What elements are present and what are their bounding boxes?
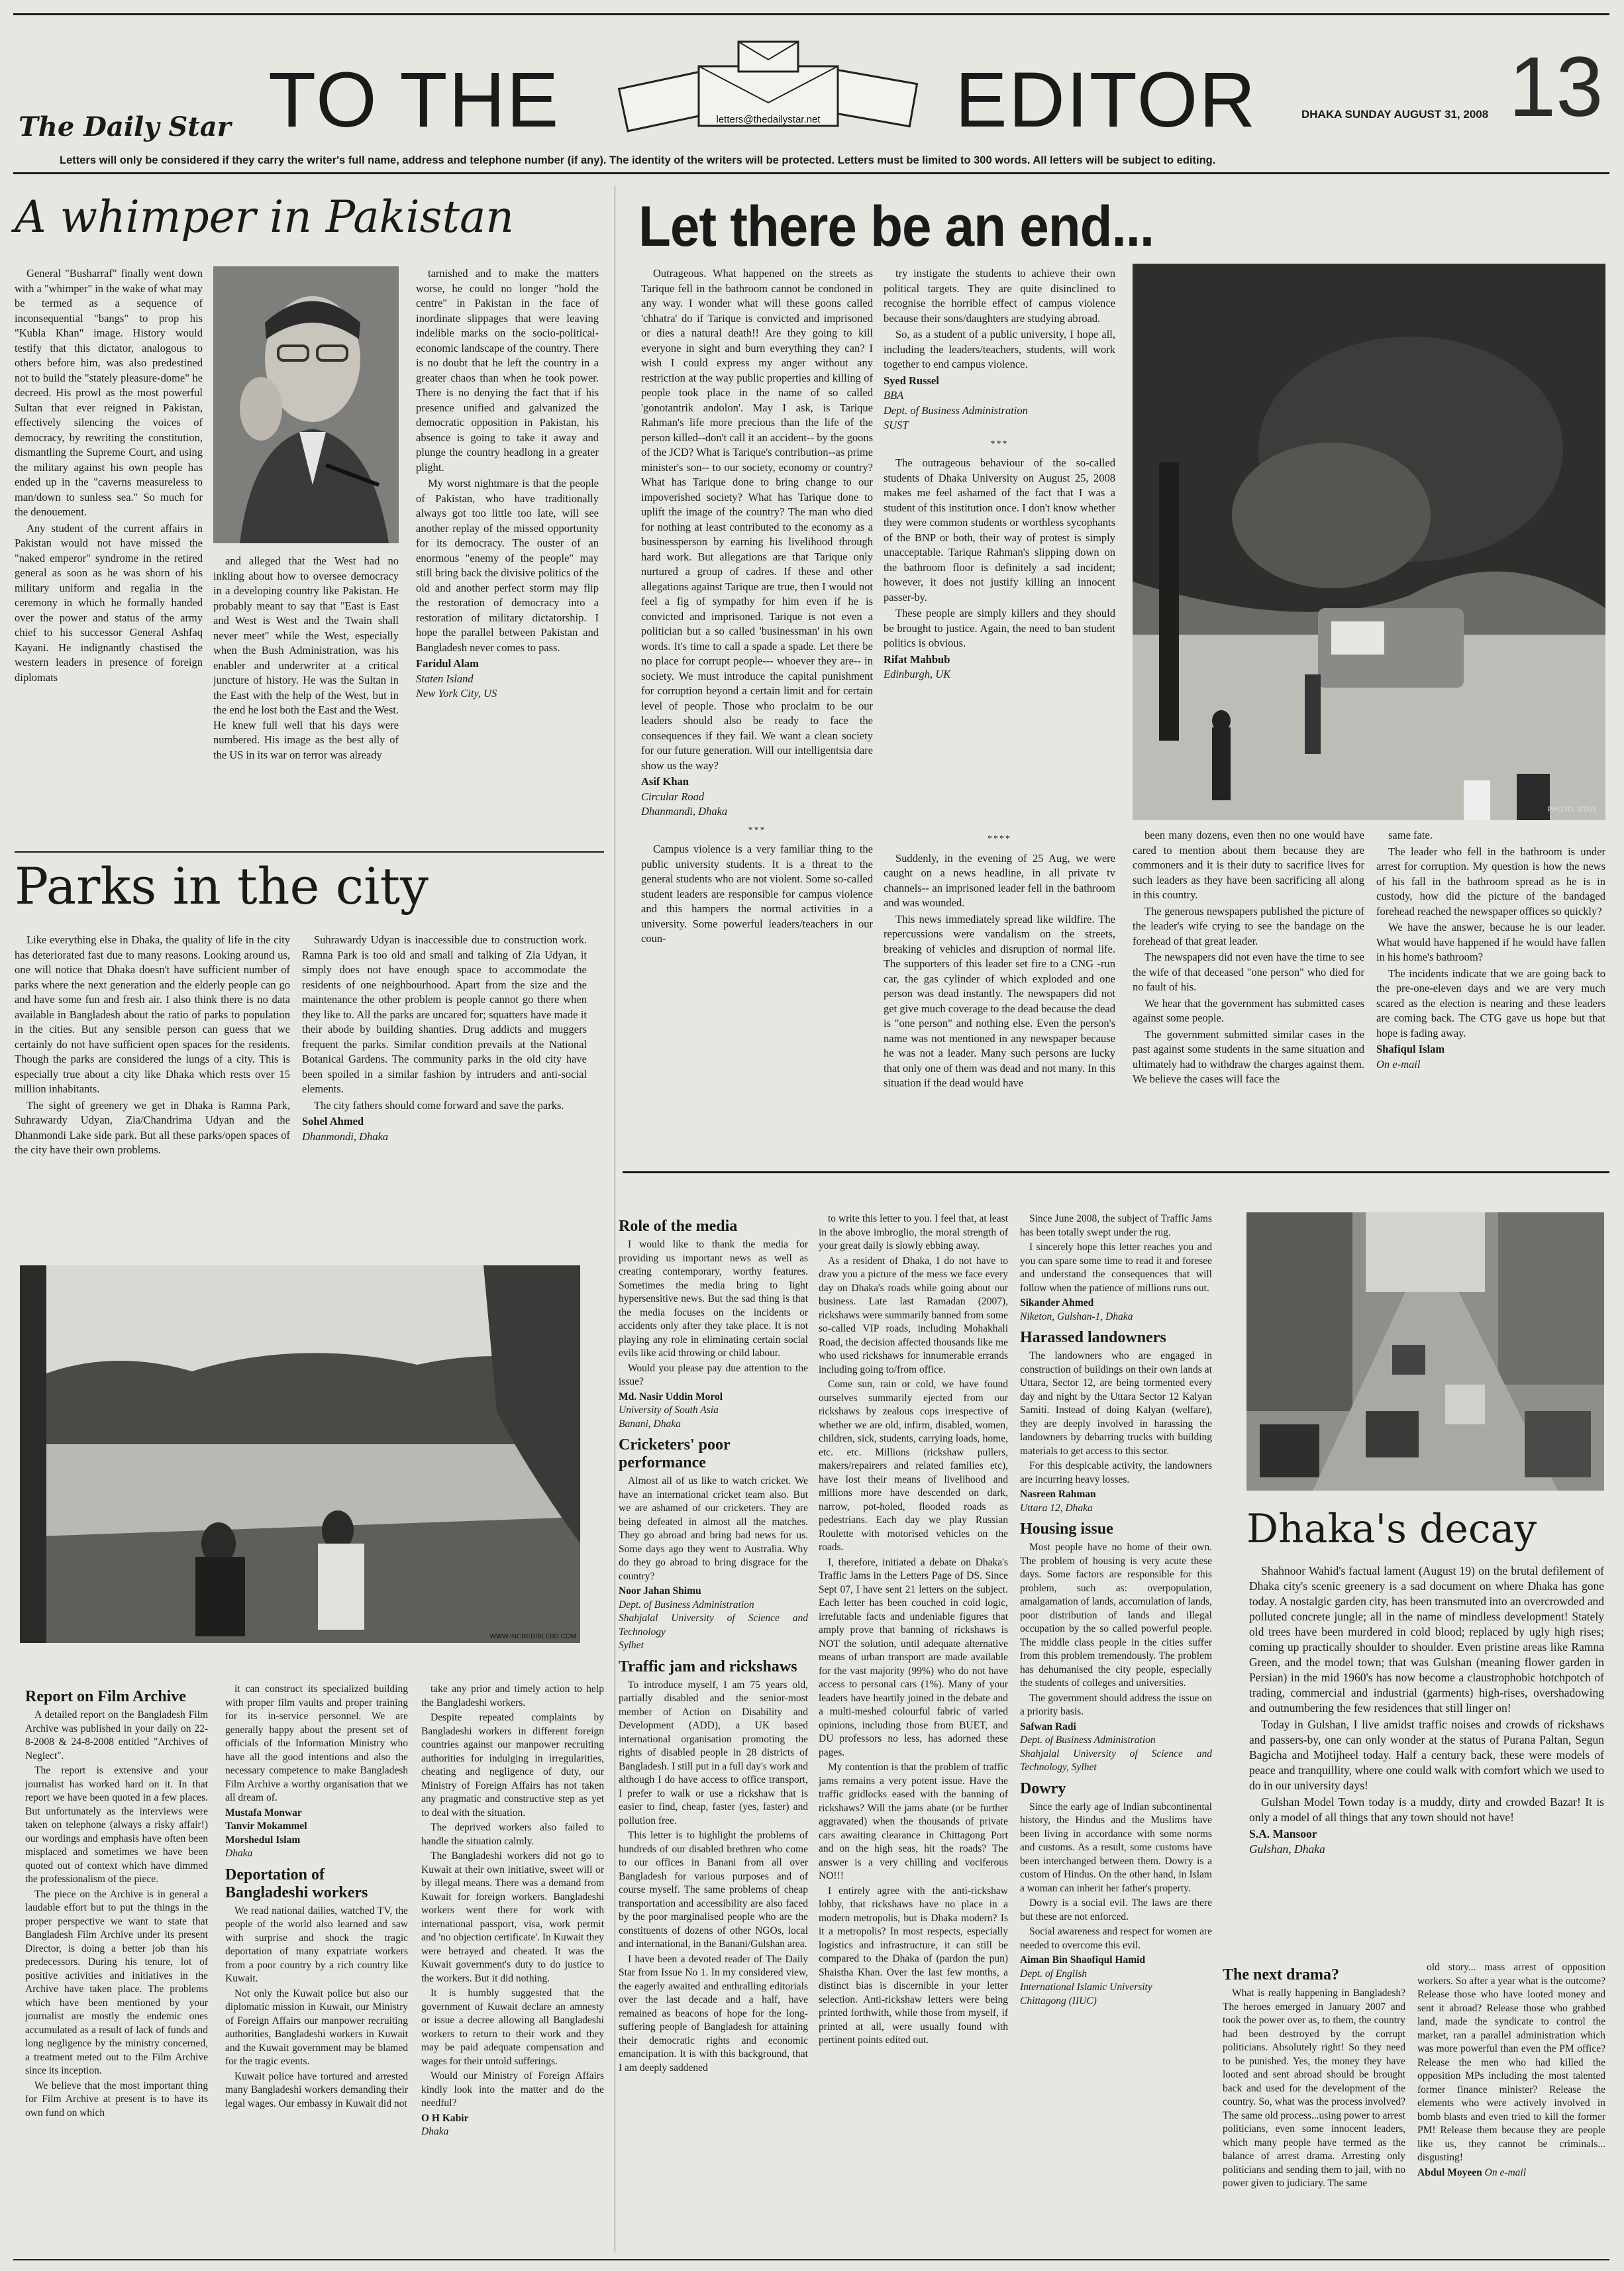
- pakistan-col-3: tarnished and to make the matters worse, he could no longer "hold the centre" in Pakistan in the face of inordinate slippages that were leaving indelible marks on the socio-political-economic landscape of the country. There is no doubt that he left the country in a greater chaos than when he took power. There is no denying the fact that if his presence unified and galvanized the democratic opposition in Pakistan, his absence is going to take it away and plunge the country headlong in a greater plight. My worst nightmare is that the people of Pakistan, who have traditionally always got too little too late, will see another replay of the missed opportunity for its democracy. The ouster of an enormous "enemy of the people" may still bring back the divisive politics of the old and another perfect storm may flip the restoration of democracy into a restoration of military dictatorship. I hope the parallel between Pakistan and Bangladesh never comes to pass. Faridul Alam Staten Island New York City, US: [416, 267, 599, 700]
- end-col-2-cont: **** Suddenly, in the evening of 25 Aug, we were caught on a news headline, in all private tv channels-- an imprisoned leader fell in the bathroom and was wounded. This news immediately spread like wildfire. The repercussions were vandalism on the streets, breaking of vehicles and disruption of normal life. The supporters of this leader set fire to a CNG -run car, the gas cylinder of which exploded and one person was dead instantly. The newspapers did not get give much coverage to the dead because the dead is "one person" and nothing else. Even the person's name was not mentioned in any newspaper because he was not a leader. Many such persons are lucky that only one of them was dead and not many. In this situation if the dead would have: [884, 834, 1115, 1089]
- top-rule: [13, 13, 1609, 15]
- drama-col-1: The next drama? What is really happening in Bangladesh? The heroes emerged in January 2007 and took the power over as, to them, the country had been destroyed by the corrupt politicians. Absolutely right! So they need to be punished. Yes, the money they have looted and sent abroad should be brought back and used for the development of the country. So, what was the process involved? The same old process...using power to arrest politicians, even some innocent leaders, which many people have termed as the balance of arrest drama. Arresting only politicians and sending them to jail, with no power given to judiciary. The same: [1223, 1966, 1405, 2189]
- parks-headline: Parks in the city: [15, 857, 429, 916]
- media-headline: Role of the media: [619, 1218, 738, 1235]
- decay-headline: Dhaka's decay: [1246, 1506, 1537, 1552]
- end-col-4: same fate. The leader who fell in the bathroom is under arrest for corruption. My question is how the news of his fall in the bathroom spread as he is in custody, how did the picture of the bandaged forehead reached the newspaper offices so quickly? We have the answer, because he is our leader. What would have happened if he would have fallen in his home's bathroom? The incidents indicate that we are going back to the pre-one-eleven days and we are very much scared as the election is nearing and these leaders are coming back. The CTG gave us hope but that hope is fading away. Shafiqul Islam On e-mail: [1376, 829, 1605, 1071]
- film-col-2: it can construct its specialized building with proper film vaults and proper training for its in-service personnel. We are generally happy about the present set of officials of the Information Ministry who have all the good intentions and also the necessary competence to make Bangladesh Film Archive a worthy organisation that we all dream of. Mustafa Monwar Tanvir Mokammel Morshedul Islam Dhaka Deportation of Bangladeshi workers We read national dailies, watched TV, the people of the world also learned and saw with surprise and shock the tragic deportation of many expatriate workers from a poor country by a rich country like Kuwait. Not only the Kuwait police but also our diplomatic mission in Kuwait, our Ministry of Foreign Affairs our manpower recruiting authorities, Bangladeshi workers in Kuwait and the Kuwait government may be blamed for the tragic events. Kuwait police have tortured and arrested many Bangladeshi workers demanding their legal wages. Our embassy in Kuwait did not: [225, 1683, 408, 2109]
- housing-headline: Housing issue: [1020, 1520, 1113, 1538]
- film-col-1: Report on Film Archive A detailed report on the Bangladesh Film Archive was published in your daily on 22-8-2008 & 24-8-2008 entitled "Archives of Neglect". The report is extensive and your journalist has worked hard on it. In that report we have been quoted in a few places. But unfortunately as the interviews were taken on telephone (always a risky affair!) our wordings and emphasis have often been misplaced and sometimes we have been quoted out of context which have dimmed the professionalism of the piece. The piece on the Archive is in general a laudable effort but to put the things in the proper perspective we want to state that Bangladesh Film Archive under its present Director, is doing a better job than his predecessors. During his tenure, lot of positive activities and initiatives in the Archive have taken place. The problems which have been mentioned by your journalist are mostly the endemic ones accumulated as a result of lack of funds and long negligence by the ministry concerned, a treatment meted out to the Film Archive since its inception. We believe that the most important thing for Film Archive at present is to have its own fund on which: [25, 1688, 208, 2119]
- daily-star-logo: The Daily Star: [19, 111, 231, 142]
- pakistan-col-1: General "Busharraf" finally went down with a "whimper" in the wake of what may be termed as a sequence of inconsequential "bangs" to prop his "Kubla Khan" image. History would testify that this dictator, analogous to others before him, was also predestined not to build the "stately pleasure-dome" he decreed. His prowl as the most powerful Sultan that ever reigned in Pakistan, effectively silencing the voices of democracy, by rewriting the constitution, dismantling the Supreme Court, and using the military against his own people has ended up in the "caverns measureless to man/down to sunless sea." So much for the denouement. Any student of the current affairs in Pakistan would not have missed the "naked emperor" syndrome in the retired general as soon as he was shorn of his military uniform and regalia in the ceremony in which he formally handed over the power and status of the army chief to his successor General Ashfaq Kayani. He indignantly chastised the western leaders in presence of foreign diplomats: [15, 267, 203, 684]
- masthead-title-left: TO THE: [268, 56, 560, 144]
- masthead-title-right: EDITOR: [955, 56, 1257, 144]
- parks-top-rule: [15, 851, 604, 853]
- street-photo-credit: PHOTO: STAR: [1547, 806, 1596, 814]
- dateline: DHAKA SUNDAY AUGUST 31, 2008: [1301, 108, 1489, 121]
- end-col-3: been many dozens, even then no one would have cared to mention about them because they are commoners and it is their duty to sacrifice lives for such leaders as they have been sacrificing all along in this country. The generous newspapers published the picture of the leader's wife crying to see the bandage on the forehead of that great leader. The newspapers did not even have the time to see the wife of that deceased "one person" who died for no fault of his. We hear that the government has submitted cases against some people. The government submitted similar cases in the past against some students in the same situation and ultimately had to withdraw the charges against them. We believe the cases will face the: [1133, 829, 1364, 1085]
- dowry-headline: Dowry: [1020, 1779, 1066, 1797]
- dhaka-traffic-photo: [1246, 1212, 1604, 1491]
- end-col-1: Outrageous. What happened on the streets as Tarique fell in the bathroom cannot be condoned in any way. I wonder what will these goons called 'chhatra' do if Tarique is convicted and imprisoned or dies a natural death!! Are they going to kill everyone in sight and burn everything they can? I wish I could express my anger without any restriction at the way public properties and killing of people took place in the name of so called 'gonotantrik andolon'. May I ask, is Tarique Rahman's life more precious than the life of the person killed--don't call it an accident-- by the goons of the JCD? What is Tarique's contribution--as prime minister's son-- to our society, economy or country? What has Tarique done to bring change to our impoverished society? What has Tarique done to uplift the image of the country? The man who died for nothing at least contributed to the economy as a businessperson by earning his livelihood through hard work. But allegations are that Tarique only nurtured a group of cadres. If these and other allegations against Tarique are true, then I would not feel a fig of sympathy for him even if he is convicted and imprisoned. Tarique is not even a politician but a so called 'businessman' in his own words. It's time to call a spade a spade. Let there be no place for corrupt people--- whoever they are-- in society. We must introduce the capital punishment for corruption beyond a certain limit and for certain level of people. Those who proclaim to be our leaders should also be ready to face the consequences if they fail. We want a clean society for our future generation. Will our intelligentsia dare show us the way? Asif Khan Circular Road Dhanmandi, Dhaka *** Campus violence is a very familiar thing to the public university students. It is a threat to the general students who are not violent. Some so-called student leaders are responsible for campus violence and this hampers the normal activities in a university. Some powerful leaders/teachers in our coun-: [641, 267, 873, 945]
- end-headline: Let there be an end...: [638, 194, 1154, 258]
- lower-mid-col-2: to write this letter to you. I feel that, at least in the above imbroglio, the moral strength of your great daily is slowly ebbing away. As a resident of Dhaka, I do not have to draw you a picture of the mess we face every day on Dhaka's roads while going about our business. Late last Ramadan (2007), rickshaws were summarily banned from some so-called VIP roads, including Mohakhali Road, the decision affected thousands like me who used rickshaws for innumerable errands including going to/from office. Come sun, rain or cold, we have found ourselves summarily ejected from our rickshaws by zealous cops irrespective of whether we are old, infirm, disabled, women, children, sick, students, carrying loads, home, etc. etc. Millions (rickshaw pullers, makers/repairers and related families etc), have lost their means of livelihood and millions more have descended on dark, narrow, pot-holed, flooded roads as pedestrians. Each day we play Russian Roulette with motorised vehicles on the roads. I, therefore, initiated a debate on Dhaka's Traffic Jams in the Letters Page of DS. Since Sept 07, I have sent 21 letters on the subject. Each letter has been couched in cold logic, irrefutable facts and undeniable figures that amply prove that banning of rickshaws is NOT the solution, until adequate alternative means of urban transport are made available for the vast majority (99%) who do not have access to personal cars (1%). Many of your leaders have heartily joined in the debate and a multi-meshed colourful fabric of varied opinions, including those from BUET, and DU professors no less, has adorned these pages. My contention is that the problem of traffic jams remains a very potent issue. Have the traffic gridlocks eased with the banning of rickshaws? Will the jams abate (or be further aggravated) when the thousands of private cars awaiting clearance in Chittagong Port and on the high seas, hit the roads? The answer is a very chilling and vociferous NO!!! I entirely agree with the anti-rickshaw lobby, that rickshaws have no place in a modern metropolis, but is Dhaka modern? Is it a metropolis? In most respects, especially logistics and infrastructure, it can still be compared to the Dhaka of (pardon the pun) Shaistha Khan. Over the last few months, a distinct bias is discernible in your letter selection. Anti-rickshaw letters were being printed forthwith, while those from myself, if printed at all, were usually found with pertinent points edited out.: [819, 1213, 1008, 2046]
- submission-notice: Letters will only be considered if they carry the writer's full name, address and telephone number (if any). The identity of the writers will be protected. Letters must be limited to 300 words. All letters will be subject to editing.: [60, 154, 1216, 166]
- parks-col-1: Like everything else in Dhaka, the quality of life in the city has deteriorated fast due to many reasons. Looking around us, one will notice that Dhaka doesn't have sufficient number of parks where the next generation and the elderly people can go and have some fun and fresh air. I also think there is no data available in Bangladesh about the ratio of parks to population in the cities. But any sensible person can guess that we certainly do not have sufficient open spaces for the residents. Though the parks are considered the lungs of a city. This is especially true about a city like Dhaka which rests over 15 million inhabitants. The sight of greenery we get in Dhaka is Ramna Park, Suhrawardy Udyan, Zia/Chandrima Udyan and the Dhanmondi Lake side park. But all these parks/open spaces of the city have their own problems.: [15, 933, 290, 1156]
- page-number: 13: [1509, 40, 1603, 134]
- end-signature-4-name: Shafiqul Islam: [1376, 1043, 1445, 1055]
- pakistan-headline: A whimper in Pakistan: [15, 191, 514, 242]
- deportation-col-2: take any prior and timely action to help the Bangladeshi workers. Despite repeated complaints by Bangladeshi workers in different foreign countries against our manpower recruiting authorities for indulging in irregularities, cheating and negligence of duty, our Ministry of Foreign Affairs has not taken any pragmatic and constructive step as yet to deal with the situation. The deprived workers also failed to handle the situation calmly. The Bangladeshi workers did not go to Kuwait at their own initiative, sweet will or by illegal means. There was a demand from Kuwait for foreign workers. Bangladeshi workers went there for work with international passport, visa, work permit and 'no objection certificate'. In Kuwait they were betrayed and cheated. It was the Kuwait government's duty to do justice to the workers. But it did nothing. It is humbly suggested that the government of Kuwait declare an amnesty or issue a decree allowing all Bangladeshi workers to return to their work and they may be paid adequate compensation and wages for their untold sufferings. Would our Ministry of Foreign Affairs kindly look into the matter and do the needful? O H Kabir Dhaka: [421, 1683, 604, 2137]
- parks-col-2: Suhrawardy Udyan is inaccessible due to construction work. Ramna Park is too old and small and talking of Zia Udyan, it simply does not have enough space to accommodate the residents of one neighbourhood. Apart from the size and the maintenance the other problem is people cannot go there when they like to. All the parks are uncared for; squatters have made it their abode by building shanties. Drug addicts and muggers frequent the parks. Similar condition prevails at the National Botanical Gardens. The community parks in the old city have been spoiled in a similar fashion by intruders and anti-social elements. The city fathers should come forward and save the parks. Sohel Ahmed Dhanmondi, Dhaka: [302, 933, 587, 1143]
- envelopes-illustration: [583, 30, 954, 142]
- pakistan-signature-name: Faridul Alam: [416, 657, 479, 670]
- end-signature-3-name: Rifat Mahbub: [884, 653, 950, 666]
- end-signature-2-name: Syed Russel: [884, 374, 939, 387]
- deportation-signature-name: O H Kabir: [421, 2112, 469, 2124]
- deportation-headline: Deportation of Bangladeshi workers: [225, 1866, 368, 1901]
- parks-signature-name: Sohel Ahmed: [302, 1115, 364, 1128]
- drama-col-2: old story... mass arrest of opposition workers. So after a year what is the outcome? Release those who have looted money and sent it abroad? Release those who grabbed land, made the syndicate to control the market, ran a parallel administration which was more powerful than even the PM office? Release the men who had killed the opposition MPs including the most talented former finance minister? Release the elements who were actively involved in bomb blasts and even tried to kill the former PM! Release them because they are people like us, they cannot be criminals... disgusting! Abdul Moyeen On e-mail: [1417, 1962, 1605, 2178]
- pakistan-col-2: and alleged that the West had no inkling about how to oversee democracy in a developing country like Pakistan. He probably meant to say that "East is East and West is West and the Twain shall never meet" while the West, especially when the Bush Administration, was his enabler and underwriter at a critical juncture of history. He was the Sultan in the East with the help of the West, but in the end he lost both the East and the West. He knew full well that his days were numbered. His image as the best ally of the US in its war on terror was already: [213, 555, 399, 761]
- bottom-rule: [13, 2259, 1609, 2260]
- masthead-bottom-rule: [13, 172, 1609, 174]
- cricket-headline: Cricketers' poor performance: [619, 1436, 731, 1471]
- decay-body: Shahnoor Wahid's factual lament (August 19) on the brutal defilement of Dhaka city's scenic greenery is a sad document on where Dhaka has gone today. A nostalgic garden city, has been transmuted into an overcrowded and polluted concrete jungle; all in the name of mindless development! Stately old trees have been murdered in cold blood; replaced by ugly high rises; coming up practically shoulder to shoulder. Even pristine areas like Ramna Green, and the model town; that was Gulshan (meaning flower garden in Persian) in the mid 1960's has now become a claustrophobic hotchpotch of trading, commercial and industrial (garments) high-rises, overshadowing and outnumbering the few residences that still linger on! Today in Gulshan, I live amidst traffic noises and crowds of rickshaws and passers-by, one can only wonder at the status of Purana Paltan, Segun Bagicha and Motijheel today. Half a century back, these were models of peace and tranquillity, where one could walk with comfort which we used to do in our university days! Gulshan Model Town today is a muddy, dirty and crowded Bazar! It is only a model of all things that any town should not have! S.A. Mansoor Gulshan, Dhaka: [1249, 1564, 1604, 1856]
- traffic-headline: Traffic jam and rickshaws: [619, 1658, 797, 1675]
- lower-mid-col-1: Role of the media I would like to thank the media for providing us important news as well as creating contemporary, worthy features. Sometimes the media bring to light hypersensitive news. But the sad thing is that the media focuses on the incidents or accidents only after they take place. It is not playing any role in eliminating certain social evils like acid throwing or child labour. Would you please pay due attention to the issue? Md. Nasir Uddin Morol University of South Asia Banani, Dhaka Cricketers' poor performance Almost all of us like to watch cricket. We have an international cricket team also. But we are ashamed of our cricketers. They are being defeated in almost all the matches. They go abroad and bring bad news for us. Some days ago they went to Australia. Why do they go abroad to bring disgrace for the country? Noor Jahan Shimu Dept. of Business Administration Shahjalal University of Science and Technology Sylhet Traffic jam and rickshaws To introduce myself, I am 75 years old, partially disabled and the senior-most member of Action on Disability and Development (ADD), a UK based international organisation promoting the rights of disabled people in 28 districts of Bangladesh. I still put in a full day's work and although I do have access to office transport, I prefer to walk or use a rickshaw that is easier to find, cheap, faster (yes, faster) and pollution free. This letter is to highlight the problems of hundreds of our disabled brethren who come to our offices in Banani from all over Bangladesh for various purposes and of course myself. The same problems of cheap transportation and accessibility are also faced by the poor marginalised people who are the constituents of dozens of other NGOs, local and international, in the Banani/Gulshan area. I have been a devoted reader of The Daily Star from Issue No 1. In my considered view, the eagerly awaited and enthralling editorials over the last decade and a half, have remained as beacons of hope for the long-suffering people of Bangladesh for attaining their democratic rights and economic emancipation. It is with this background, that I am deeply saddened: [619, 1218, 808, 2074]
- end-col-2: try instigate the students to achieve their own political targets. They are quite disinclined to recognise the horrible effect of campus violence because their sons/daughters are studying abroad. So, as a student of a public university, I hope all, including the leaders/teachers, students, will work together to end campus violence. Syed Russel BBA Dept. of Business Administration SUST *** The outrageous behaviour of the so-called students of Dhaka University on August 25, 2008 makes me feel ashamed of the fact that I was a student of this institution once. I don't know whether they were common students or worthless sycophants of the BNP or both, their way of protest is simply unacceptable. Tarique Rahman's slipping down on the bathroom floor is definitely a sad incident; however, it does not justify killing an innocent passer-by. These people are simply killers and they should be brought to justice. Again, the need to ban student politics is obvious. Rifat Mahbub Edinburgh, UK: [884, 267, 1115, 680]
- editor-email: letters@thedailystar.net: [716, 114, 821, 125]
- lower-mid-col-3: Since June 2008, the subject of Traffic Jams has been totally swept under the rug. I sincerely hope this letter reaches you and you can spare some time to read it and foresee and understand the consequences that will follow when the patience of millions runs out. Sikander Ahmed Niketon, Gulshan-1, Dhaka Harassed landowners The landowners who are engaged in construction of buildings on their own lands at Uttara, Sector 12, are being tormented every day and night by the Uttara Sector 12 Kalyan Samiti. Instead of doing Kalyan (welfare), they are deeply involved in harassing the landowners by debarring trucks with building materials to get access to this sector. For this despicable activity, the landowners are incurring heavy losses. Nasreen Rahman Uttara 12, Dhaka Housing issue Most people have no home of their own. The problem of housing is very acute these days. Some factors are responsible for this problem, such as: overpopulation, amalgamation of lands, accumulation of lands, poor distribution of lands and illegal occupation by the so called powerful people. The middle class people in the cities suffer from this problem tremendously. The problem has dehumanised the city people, especially the students of colleges and universities. The government should address the issue on a priority basis. Safwan Radi Dept. of Business Administration Shahjalal University of Science and Technology, Sylhet Dowry Since the early age of Indian subcontinental history, the Hindus and the Muslims have been living in accordance with some norms and customs. As a result, some customs have been interchanged between them. Dowry is a custom of Hindus. On the other hand, in Islam a woman can inherit her father's property. Dowry is a social evil. The laws are there but these are not enforced. Social awareness and respect for women are needed to overcome this evil. Aiman Bin Shaofiqul Hamid Dept. of English International Islamic University Chittagong (IIUC): [1020, 1213, 1212, 2007]
- musharraf-photo: [213, 266, 399, 543]
- landowners-headline: Harassed landowners: [1020, 1329, 1166, 1346]
- lower-section-rule: [623, 1171, 1609, 1173]
- end-signature-1-name: Asif Khan: [641, 775, 689, 788]
- drama-headline: The next drama?: [1223, 1966, 1339, 1983]
- street-violence-photo: [1133, 264, 1605, 820]
- park-photo-credit: WWW.INCREDIBLEBD.COM: [489, 1633, 576, 1640]
- park-lake-photo: [20, 1265, 580, 1643]
- film-headline: Report on Film Archive: [25, 1688, 186, 1705]
